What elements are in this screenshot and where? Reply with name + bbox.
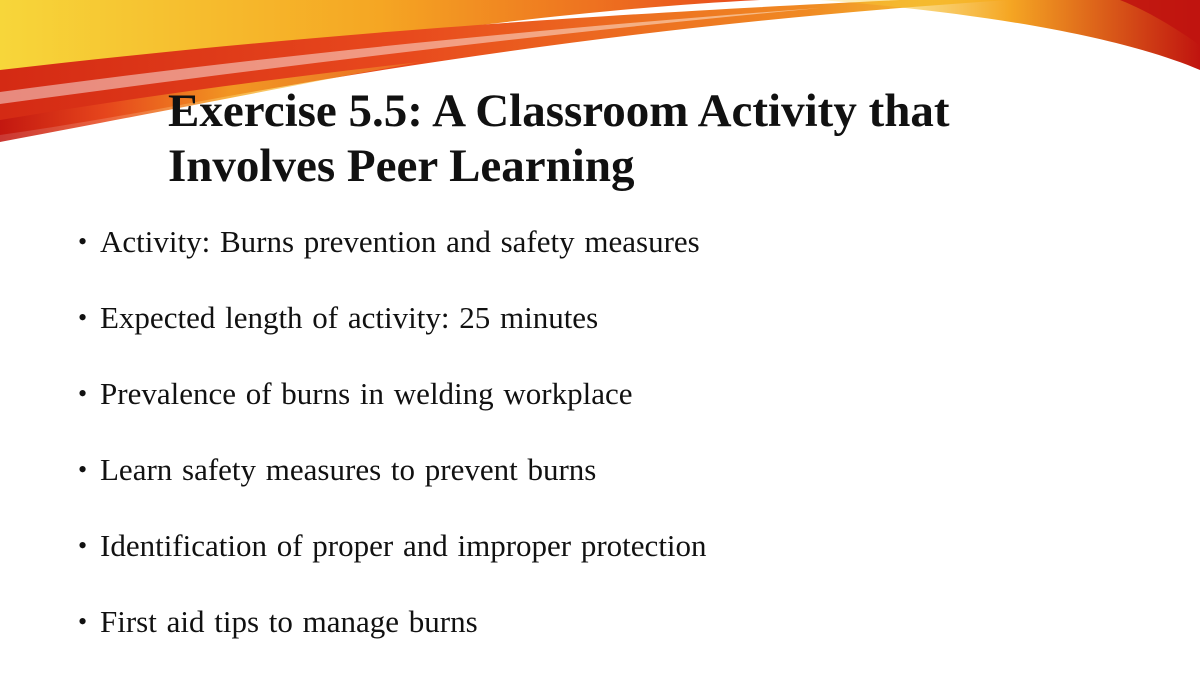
slide-title-line-1: Exercise 5.5: A Classroom Activity that bbox=[168, 85, 950, 137]
bullet-text: Prevalence of burns in welding workplace bbox=[100, 376, 633, 411]
bullet-dot-icon: • bbox=[78, 607, 88, 636]
bullet-text: Expected length of activity: 25 minutes bbox=[100, 300, 599, 335]
bullet-text: Identification of proper and improper protection bbox=[100, 528, 707, 563]
bullet-text: Learn safety measures to prevent burns bbox=[100, 452, 597, 487]
bullet-item-prevalence bbox=[76, 371, 707, 447]
bullet-dot-icon: • bbox=[78, 303, 88, 332]
swoosh-band-right bbox=[820, 0, 1200, 70]
bullet-dot-icon: • bbox=[78, 455, 88, 484]
bullet-dot-icon: • bbox=[78, 531, 88, 560]
slide-title bbox=[168, 84, 1148, 194]
bullet-text: First aid tips to manage burns bbox=[100, 604, 478, 639]
bullet-text: Activity: Burns prevention and safety measures bbox=[100, 224, 700, 259]
bullet-item-safety-measures bbox=[76, 447, 707, 523]
bullet-item-activity bbox=[76, 219, 707, 295]
bullet-item-expected-length bbox=[76, 295, 707, 371]
bullet-item-first-aid bbox=[76, 599, 707, 675]
bullet-dot-icon: • bbox=[78, 227, 88, 256]
bullet-list bbox=[76, 219, 707, 675]
slide-title-line-2: Involves Peer Learning bbox=[168, 140, 635, 192]
bullet-item-identification bbox=[76, 523, 707, 599]
bullet-dot-icon: • bbox=[78, 379, 88, 408]
